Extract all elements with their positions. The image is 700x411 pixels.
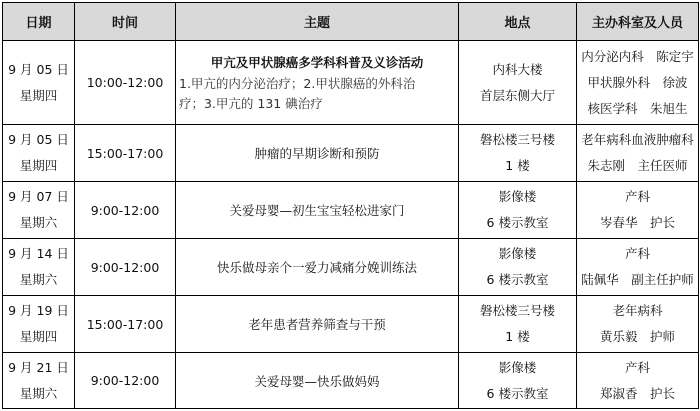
date-text: 9 月 21 日: [8, 359, 69, 375]
header-topic: 主题: [176, 3, 459, 41]
date-cell: [3, 125, 75, 182]
organizer-line: 黄乐毅 护师: [599, 329, 675, 344]
date-text: 9 月 05 日: [8, 132, 69, 147]
organizer-line: 老年病科血液肿瘤科: [581, 132, 694, 147]
organizer-line: 产科: [624, 246, 650, 261]
date-cell: [3, 239, 75, 296]
location-line: 内科大楼: [492, 61, 543, 77]
topic-cell: 关爱母婴—初生宝宝轻松进家门: [176, 182, 459, 239]
location-line: 6 楼示教室: [486, 385, 549, 401]
table-row: [3, 182, 699, 239]
table-row: [3, 296, 699, 353]
organizer-line: 朱志刚 主任医师: [587, 158, 688, 173]
location-line: 影像楼: [498, 246, 537, 261]
date-text: 9 月 14 日: [8, 246, 69, 261]
date-text: 9 月 05 日: [8, 61, 69, 77]
organizer-line: 郑淑香 护长: [599, 385, 675, 401]
date-cell: [3, 182, 75, 239]
date-text: 9 月 19 日: [8, 303, 69, 318]
date-cell: [3, 41, 75, 125]
location-cell: [459, 353, 577, 409]
time-cell: 9:00-12:00: [75, 353, 176, 409]
location-cell: [459, 125, 577, 182]
organizer-cell: [577, 41, 699, 125]
topic-cell: 关爱母婴—快乐做妈妈: [176, 353, 459, 409]
table-row: [3, 239, 699, 296]
topic-cell: [176, 41, 459, 125]
weekday-text: 星期四: [19, 329, 58, 344]
organizer-line: 岑春华 护长: [599, 215, 675, 230]
weekday-text: 星期四: [19, 87, 58, 103]
location-line: 6 楼示教室: [486, 272, 549, 287]
header-organizer: 主办科室及人员: [577, 3, 699, 41]
organizer-line: 核医学科 朱旭生: [587, 100, 688, 116]
table-row: [3, 125, 699, 182]
organizer-line: 陆佩华 副主任护师: [581, 272, 694, 287]
table-row: [3, 353, 699, 409]
topic-detail-line: 疗；3.甲亢的 131 碘治疗: [179, 95, 323, 111]
weekday-text: 星期六: [19, 272, 58, 287]
weekday-text: 星期四: [19, 158, 58, 173]
date-cell: [3, 296, 75, 353]
table-row: [3, 41, 699, 125]
header-row: [3, 3, 699, 41]
time-cell: 10:00-12:00: [75, 41, 176, 125]
header-date: 日期: [3, 3, 75, 41]
header-time: 时间: [75, 3, 176, 41]
topic-title: 甲亢及甲状腺癌多学科科普及义诊活动: [210, 54, 424, 70]
date-text: 9 月 07 日: [8, 189, 69, 204]
organizer-line: 甲状腺外科 徐波: [587, 74, 688, 90]
topic-detail-line: 1.甲亢的内分泌治疗；2.甲状腺癌的外科治: [179, 75, 416, 91]
topic-cell: 老年患者营养筛查与干预: [176, 296, 459, 353]
organizer-cell: [577, 182, 699, 239]
location-line: 1 楼: [505, 158, 530, 173]
date-cell: [3, 353, 75, 409]
organizer-line: 产科: [624, 189, 650, 204]
organizer-line: 内分泌内科 陈定宇: [581, 48, 694, 64]
organizer-cell: [577, 125, 699, 182]
location-line: 首层东侧大厅: [479, 87, 555, 103]
organizer-cell: [577, 353, 699, 409]
location-line: 1 楼: [505, 329, 530, 344]
weekday-text: 星期六: [19, 215, 58, 230]
organizer-line: 产科: [624, 359, 650, 375]
location-cell: [459, 41, 577, 125]
location-cell: [459, 296, 577, 353]
location-cell: [459, 239, 577, 296]
organizer-cell: [577, 239, 699, 296]
location-line: 6 楼示教室: [486, 215, 549, 230]
schedule-table: [2, 2, 699, 409]
location-line: 磐松楼三号楼: [479, 303, 555, 318]
location-line: 磐松楼三号楼: [479, 132, 555, 147]
topic-cell: 快乐做母亲个一爱力减痛分娩训练法: [176, 239, 459, 296]
location-line: 影像楼: [498, 359, 537, 375]
location-cell: [459, 182, 577, 239]
location-line: 影像楼: [498, 189, 537, 204]
organizer-cell: [577, 296, 699, 353]
time-cell: 15:00-17:00: [75, 125, 176, 182]
time-cell: 9:00-12:00: [75, 182, 176, 239]
topic-cell: 肿瘤的早期诊断和预防: [176, 125, 459, 182]
weekday-text: 星期六: [19, 385, 58, 401]
time-cell: 15:00-17:00: [75, 296, 176, 353]
header-location: 地点: [459, 3, 577, 41]
organizer-line: 老年病科: [612, 303, 663, 318]
time-cell: 9:00-12:00: [75, 239, 176, 296]
